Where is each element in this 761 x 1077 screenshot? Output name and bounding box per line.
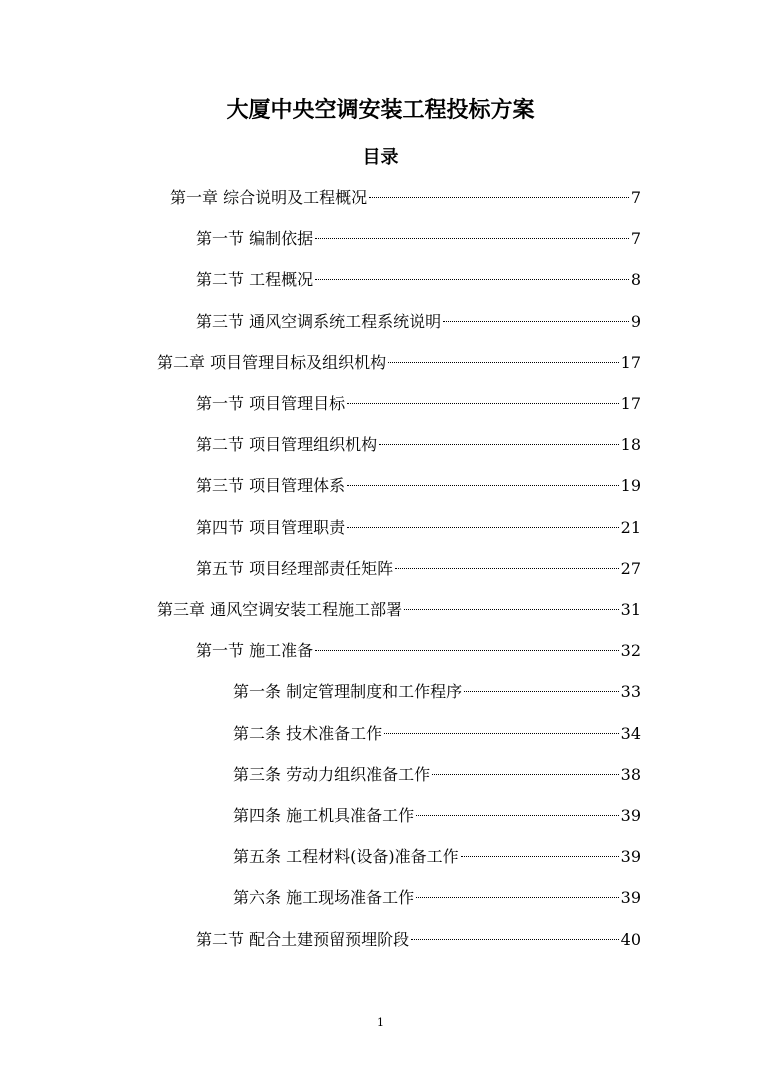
toc-entry-page: 17 <box>620 394 641 413</box>
toc-entry-label: 第四条 施工机具准备工作 <box>233 806 415 825</box>
toc-entry-article[interactable] <box>233 802 641 830</box>
toc-entry-page: 7 <box>630 188 641 207</box>
dot-leader <box>443 321 629 322</box>
toc-entry-chapter[interactable] <box>157 596 641 624</box>
toc-entry-label: 第五节 项目经理部责任矩阵 <box>196 559 394 578</box>
toc-entry-page: 34 <box>620 724 641 743</box>
dot-leader <box>432 774 619 775</box>
toc-entry-chapter[interactable] <box>157 349 641 377</box>
dot-leader <box>315 238 629 239</box>
toc-entry-page: 18 <box>620 435 641 454</box>
toc-entry-page: 32 <box>620 641 641 660</box>
toc-entry-section[interactable] <box>196 308 641 336</box>
toc-entry-article[interactable] <box>233 761 641 789</box>
toc-entry-chapter-a[interactable] <box>170 184 641 212</box>
toc-entry-label: 第二节 工程概况 <box>196 270 314 289</box>
toc-entry-page: 9 <box>630 312 641 331</box>
toc-entry-page: 19 <box>620 476 641 495</box>
toc-entry-label: 第一节 项目管理目标 <box>196 394 346 413</box>
toc-entry-label: 第三节 项目管理体系 <box>196 476 346 495</box>
toc-entry-section[interactable] <box>196 431 641 459</box>
dot-leader <box>315 279 629 280</box>
toc-entry-page: 39 <box>620 888 641 907</box>
toc-entry-label: 第一节 施工准备 <box>196 641 314 660</box>
toc-entry-page: 33 <box>620 682 641 701</box>
toc-entry-page: 31 <box>620 600 641 619</box>
dot-leader <box>369 197 629 198</box>
toc-entry-label: 第二节 项目管理组织机构 <box>196 435 378 454</box>
dot-leader <box>404 609 619 610</box>
dot-leader <box>395 568 619 569</box>
toc-entry-label: 第二章 项目管理目标及组织机构 <box>157 353 387 372</box>
dot-leader <box>388 362 619 363</box>
toc-entry-label: 第五条 工程材料(设备)准备工作 <box>233 847 459 866</box>
toc-entry-label: 第三节 通风空调系统工程系统说明 <box>196 312 442 331</box>
toc-entry-section[interactable] <box>196 926 641 954</box>
toc-entry-article[interactable] <box>233 678 641 706</box>
toc-entry-page: 40 <box>620 930 641 949</box>
toc-entry-page: 7 <box>630 229 641 248</box>
toc-entry-article[interactable] <box>233 720 641 748</box>
toc-entry-label: 第四节 项目管理职责 <box>196 518 346 537</box>
toc-entry-label: 第三章 通风空调安装工程施工部署 <box>157 600 403 619</box>
toc-entry-label: 第六条 施工现场准备工作 <box>233 888 415 907</box>
dot-leader <box>461 856 619 857</box>
toc-entry-article[interactable] <box>233 884 641 912</box>
dot-leader <box>384 733 619 734</box>
toc-entry-article[interactable] <box>233 843 641 871</box>
toc-entry-section[interactable] <box>196 637 641 665</box>
toc-entry-page: 27 <box>620 559 641 578</box>
toc-entry-page: 39 <box>620 806 641 825</box>
dot-leader <box>347 527 619 528</box>
toc-entry-section[interactable] <box>196 266 641 294</box>
toc-heading: 目录 <box>362 147 399 168</box>
dot-leader <box>464 691 619 692</box>
toc-entry-page: 21 <box>620 518 641 537</box>
toc-entry-page: 38 <box>620 765 641 784</box>
dot-leader <box>416 815 619 816</box>
toc-entry-section[interactable] <box>196 390 641 418</box>
dot-leader <box>416 897 619 898</box>
toc-entry-label: 第一节 编制依据 <box>196 229 314 248</box>
toc-entry-label: 第三条 劳动力组织准备工作 <box>233 765 431 784</box>
toc-entry-label: 第一章 综合说明及工程概况 <box>170 188 368 207</box>
toc-entry-section[interactable] <box>196 225 641 253</box>
toc-entry-section[interactable] <box>196 472 641 500</box>
dot-leader <box>411 939 619 940</box>
toc-entry-label: 第一条 制定管理制度和工作程序 <box>233 682 463 701</box>
document-title: 大厦中央空调安装工程投标方案 <box>226 98 535 123</box>
toc-entry-label: 第二节 配合土建预留预埋阶段 <box>196 930 410 949</box>
toc-entry-section[interactable] <box>196 555 641 583</box>
toc-entry-label: 第二条 技术准备工作 <box>233 724 383 743</box>
dot-leader <box>315 650 619 651</box>
dot-leader <box>347 403 619 404</box>
toc-entry-page: 39 <box>620 847 641 866</box>
toc-entry-section[interactable] <box>196 514 641 542</box>
toc-entry-page: 17 <box>620 353 641 372</box>
dot-leader <box>379 444 619 445</box>
page-number: 1 <box>377 1016 384 1029</box>
dot-leader <box>347 485 619 486</box>
toc-entry-page: 8 <box>630 270 641 289</box>
